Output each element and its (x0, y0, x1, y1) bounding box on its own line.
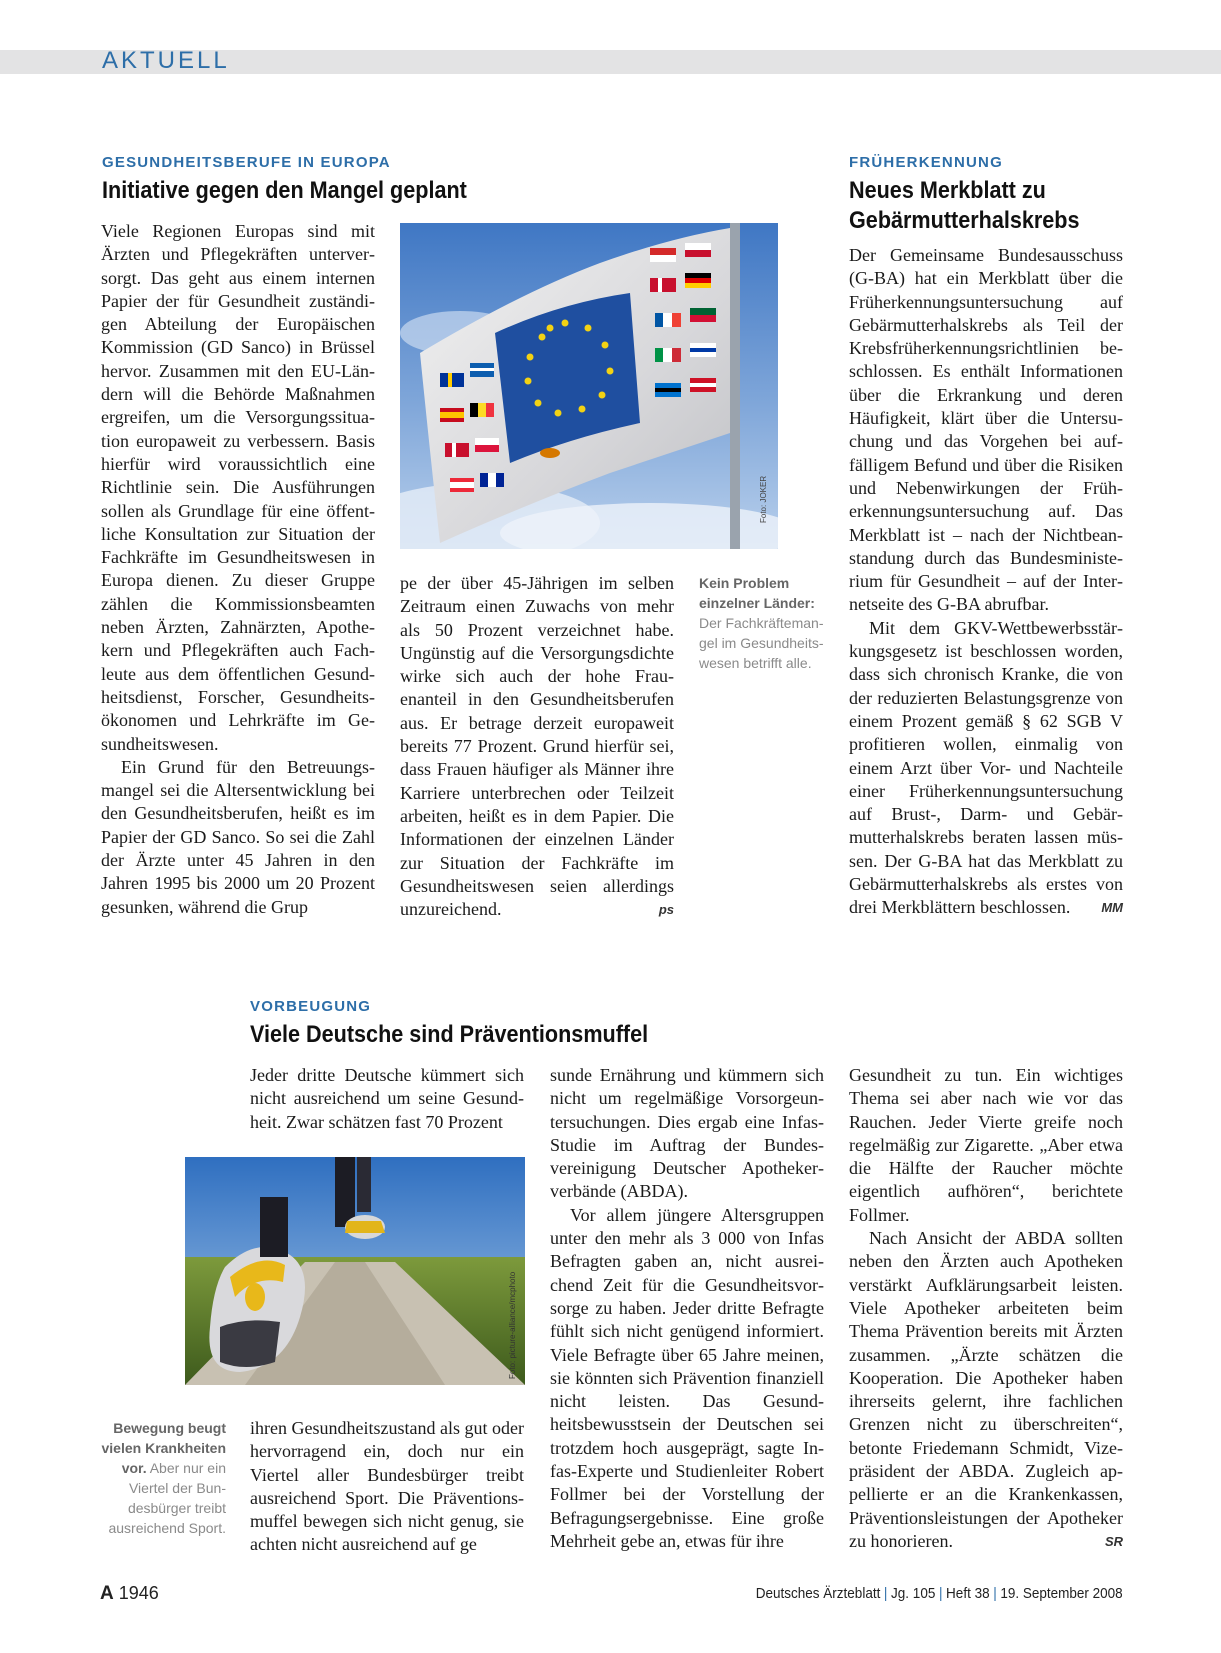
article3-column-3 (849, 1064, 1123, 1553)
flag-photo-caption (699, 573, 824, 673)
article2-signature: MM (1101, 900, 1123, 916)
article3-column-1-top (250, 1064, 524, 1134)
article3-column-1-bottom (250, 1417, 524, 1557)
eu-flag-photo (400, 223, 778, 549)
article3-title: Viele Deutsche sind Präventionsmuffel (250, 1021, 649, 1048)
article3-paragraph-5-text: Nach Ansicht der ABDA sollten neben den Ärzten auch Apotheken verstärkt Aufklärungsarbeit leisten. Viele Apotheker arbeiteten beim Thema Prävention bereits mit Ärzten zusammen. „Ärzte schätzen die Kooperation. Die Apotheker haben ihrerseits gelernt, ihre fachlichen Grenzen nicht zu überschreiten“, betonte Friedemann Schmidt, Vizepräsident der ABDA. Zugleich appellierte er an die Krankenkassen, Präventionsleistungen der Apotheker zu honorieren. (849, 1228, 1123, 1551)
article2-kicker: FRÜHERKENNUNG (849, 154, 1003, 171)
article2-title: Neues Merkblatt zu Gebärmutterhalskrebs (849, 177, 1080, 234)
journal-name: Deutsches Ärzteblatt (756, 1585, 881, 1602)
footer-separator-1: | (884, 1585, 888, 1602)
article1-paragraph-3 (400, 572, 674, 921)
article3-column-2 (550, 1064, 824, 1553)
journal-date: 19. September 2008 (1000, 1585, 1123, 1602)
article3-signature: SR (1104, 1533, 1123, 1549)
page-prefix: A (100, 1583, 114, 1604)
journal-volume: Jg. 105 (891, 1585, 936, 1602)
running-shoes-photo (185, 1157, 525, 1385)
flag-photo-graphic (400, 223, 778, 549)
article1-paragraph-2: Ein Grund für den Betreuungsmangel sei die Altersentwicklung bei den Gesundheitsberufen, heißt es im Papier der GD Sanco. So sei die Zahl der Ärzte unter 45 Jahren in den Jahren 1995 bis 2000 um 20 Prozent gesunken, während die Grup (101, 756, 375, 917)
runner-photo-credit: Foto: picture-alliance/mcphoto (508, 1271, 517, 1379)
article1-kicker: GESUNDHEITSBERUFE IN EUROPA (102, 154, 391, 171)
article3-paragraph-2: sunde Ernährung und kümmern sich nicht um regelmäßige Vorsorgeuntersuchungen. Dies ergab eine Infas-Studie im Auftrag der Bundesvereinigung Deutscher Apothekerverbände (ABDA). (550, 1065, 824, 1202)
page-number (100, 1583, 159, 1605)
article1-title: Initiative gegen den Mangel geplant (102, 177, 467, 204)
article2-paragraph-1: Der Gemeinsame Bundesausschuss (G-BA) hat ein Merkblatt über die Früherkennungsuntersuchung auf Gebärmutterhalskrebs als Teil der Krebsfrüherkennungsrichtlinien beschlossen. Es enthält Informationen über die Erkrankung und deren Häufigkeit, klärt über die Untersuchung und das Vorgehen bei auffälligem Befund und über die Risiken und Nebenwirkungen der Früherkennungsuntersuchung auf. Das Merkblatt ist – nach der Nichtbeanstandung durch das Bundesministerium für Gesundheit – auf der Internetseite des G-BA abrufbar. (849, 245, 1123, 615)
flag-photo-credit: Foto: JOKER (759, 475, 768, 523)
runner-caption-text: Aber nur ein Viertel der Bundesbürger treibt ausreichend Sport. (108, 1460, 226, 1536)
article1-paragraph-3-text: pe der über 45-Jährigen im selben Zeitraum einen Zuwachs von mehr als 50 Prozent verzeichnet habe. Ungünstig auf die Versorgungsdichte wirke sich auch der hohe Frauenanteil in den Gesundheitsberufen aus. Er betrage derzeit europaweit bereits 77 Prozent. Grund hierfür sei, dass Frauen häufiger als Männer ihre Karriere unterbrechen oder Teilzeit arbeiten, heißt es in dem Papier. Die Informationen der einzelnen Länder zur Situation der Fachkräfte im Gesundheitswesen seien allerdings unzureichend. (400, 573, 674, 920)
article3-kicker: VORBEUGUNG (250, 998, 372, 1015)
article3-paragraph-4: Gesundheit zu tun. Ein wichtiges Thema sei aber nach wie vor das Rauchen. Jeder Vierte greife noch regelmäßig zur Zigarette. „Aber etwa die Hälfte der Raucher möchte eigentlich aufhören“, berichtete Follmer. (849, 1065, 1123, 1225)
article3-paragraph-1a: Jeder dritte Deutsche kümmert sich nicht ausreichend um seine Gesundheit. Zwar schätzen fast 70 Prozent (250, 1065, 524, 1132)
flag-caption-text: Der Fachkräftemangel im Gesundheitswesen betrifft alle. (699, 615, 824, 671)
runner-photo-caption (100, 1418, 226, 1538)
article3-paragraph-3: Vor allem jüngere Altersgruppen unter den mehr als 3 000 von Infas Befragten gaben an, nicht ausreichend Zeit für die Gesundheitsvorsorge zu haben. Jeder dritte Befragte fühlt sich nicht genügend informiert. Viele Befragte über 65 Jahre meinen, sie könnten sich Prävention finanziell nicht leisten. Das Gesundheitsbewusstsein der Deutschen sei trotzdem hoch ausgeprägt, sagte Infas-Experte und Studienleiter Robert Follmer bei der Vorstellung der Befragungsergebnisse. Eine große Mehrheit gebe an, etwas für ihre (550, 1204, 824, 1551)
article2-paragraph-2 (849, 617, 1123, 920)
article1-signature: ps (658, 902, 674, 918)
footer-separator-2: | (939, 1585, 943, 1602)
runner-photo-graphic (185, 1157, 525, 1385)
journal-info (756, 1585, 1123, 1602)
flag-caption-bold: Kein Problem einzelner Länder: (699, 575, 815, 611)
article1-column-1 (101, 220, 375, 919)
article1-paragraph-1: Viele Regionen Europas sind mit Ärzten und Pflegekräften unterversorgt. Das geht aus einem internen Papier der für Gesundheit zuständigen Abteilung der Europäischen Kommission (GD Sanco) in Brüssel hervor. Zusammen mit den EU-Ländern will die Behörde Maßnahmen ergreifen, um die Versorgungssituation europaweit zu verbessern. Basis hierfür wird voraussichtlich eine Richtlinie sein. Die Ausführungen sollen als Grundlage für eine öffentliche Konsultation zur Situation der Fachkräfte im Gesundheitswesen in Europa dienen. Zu dieser Gruppe zählen die Kommissionsbeamten neben Ärzten, Zahnärzten, Apothekern und Pflegekräften auch Fachleute aus dem öffentlichen Gesundheitsdienst, Forscher, Gesundheitsökonomen und Lehrkräfte im Gesundheitswesen. (101, 221, 375, 754)
article1-column-2 (400, 572, 674, 921)
article3-paragraph-1b: ihren Gesundheitszustand als gut oder hervorragend ein, doch nur ein Viertel aller Bundesbürger treibt ausreichend Sport. Die Präventionsmuffel bewegen sich nicht genug, sie achten nicht ausreichend auf ge (250, 1418, 524, 1555)
article2-column (849, 244, 1123, 920)
article2-paragraph-2-text: Mit dem GKV-Wettbewerbsstärkungsgesetz ist beschlossen worden, dass sich chronisch Kranke, die von der reduzierten Belastungsgrenze von einem Prozent gemäß § 62 SGB V profitieren wollen, einmalig von einem Arzt über Vor- und Nachteile einer Früherkennungsuntersuchung auf Brust-, Darm- und Gebärmutterhalskrebs beraten lassen müssen. Der G-BA hat das Merkblatt zu Gebärmutterhalskrebs als erstes von drei Merkblättern beschlossen. (849, 617, 1123, 918)
article3-paragraph-5 (849, 1227, 1123, 1553)
section-label: AKTUELL (102, 47, 230, 74)
page-number-value: 1946 (118, 1583, 159, 1603)
runner-caption-bold: Bewegung beugt vielen Krankheiten vor. (101, 1420, 226, 1476)
journal-issue: Heft 38 (946, 1585, 990, 1602)
footer-separator-3: | (993, 1585, 998, 1602)
